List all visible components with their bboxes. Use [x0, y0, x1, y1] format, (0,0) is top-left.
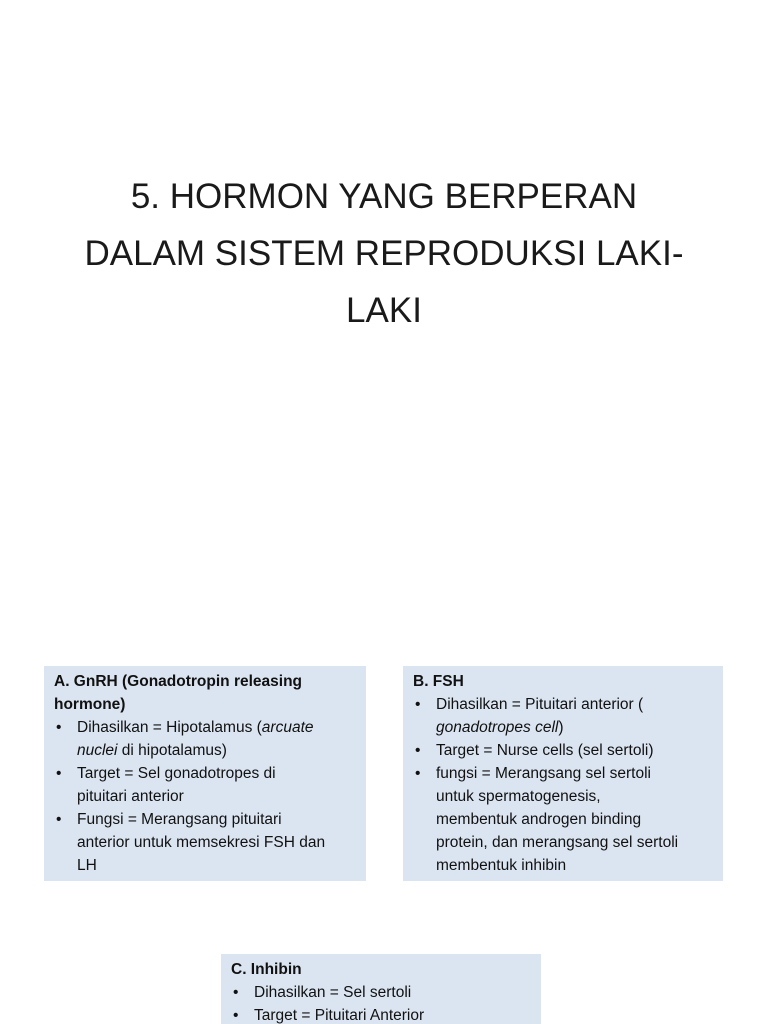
gnrh-item1-italic-1: arcuate	[261, 719, 314, 736]
fsh-item3-line-4: protein, dan merangsang sel sertoli	[436, 834, 679, 851]
gnrh-item-fungsi	[54, 808, 356, 877]
gnrh-item3-line-3: LH	[77, 857, 97, 874]
inhibin-heading: C. Inhibin	[231, 961, 302, 978]
inhibin-item1-text: Dihasilkan = Sel sertoli	[254, 984, 412, 1001]
inhibin-item2-text: Target = Pituitari Anterior	[254, 1007, 425, 1024]
gnrh-item1-text: Dihasilkan = Hipotalamus (	[77, 719, 262, 736]
gnrh-heading	[54, 670, 356, 716]
inhibin-item-dihasilkan	[231, 981, 531, 1004]
fsh-item1-italic: gonadotropes cell	[436, 719, 559, 736]
fsh-item-dihasilkan	[413, 693, 713, 739]
fsh-item-fungsi	[413, 762, 713, 877]
gnrh-item1-post: di hipotalamus)	[117, 742, 227, 759]
slide-title	[60, 168, 708, 339]
gnrh-item2-line-2: pituitari anterior	[77, 788, 184, 805]
gnrh-item2-line-1: • Target = Sel gonadotropes di	[77, 765, 276, 782]
title-line-3: LAKI	[346, 291, 422, 330]
gnrh-list	[54, 716, 356, 877]
gnrh-item3-line-1: • Fungsi = Merangsang pituitari	[77, 811, 282, 828]
fsh-item-target	[413, 739, 713, 762]
inhibin-item-target	[231, 1004, 531, 1024]
gnrh-heading-line-2: hormone)	[54, 696, 126, 713]
fsh-item3-line-1: • fungsi = Merangsang sel sertoli	[436, 765, 651, 782]
inhibin-box	[221, 954, 541, 1024]
fsh-item1-line-1: • Dihasilkan = Pituitari anterior (	[436, 696, 644, 713]
fsh-box	[403, 666, 723, 881]
title-line-1: 5. HORMON YANG BERPERAN	[130, 177, 638, 216]
title-line-2: DALAM SISTEM REPRODUKSI LAKI-	[84, 234, 684, 273]
gnrh-item-target	[54, 762, 356, 808]
fsh-item3-line-3: membentuk androgen binding	[436, 811, 642, 828]
fsh-item1-post: )	[558, 719, 564, 736]
fsh-item3-line-5: membentuk inhibin	[436, 857, 567, 874]
gnrh-heading-line-1: A. GnRH (Gonadotropin releasing	[54, 673, 303, 690]
gnrh-item-dihasilkan	[54, 716, 356, 762]
gnrh-item1-italic-2: nuclei	[77, 742, 118, 759]
fsh-list	[413, 693, 713, 877]
fsh-heading: B. FSH	[413, 673, 464, 690]
inhibin-list	[231, 981, 531, 1024]
fsh-item2-line-1: • Target = Nurse cells (sel sertoli)	[436, 742, 654, 759]
gnrh-item3-line-2: anterior untuk memsekresi FSH dan	[77, 834, 326, 851]
fsh-item3-line-2: untuk spermatogenesis,	[436, 788, 601, 805]
gnrh-box	[44, 666, 366, 881]
